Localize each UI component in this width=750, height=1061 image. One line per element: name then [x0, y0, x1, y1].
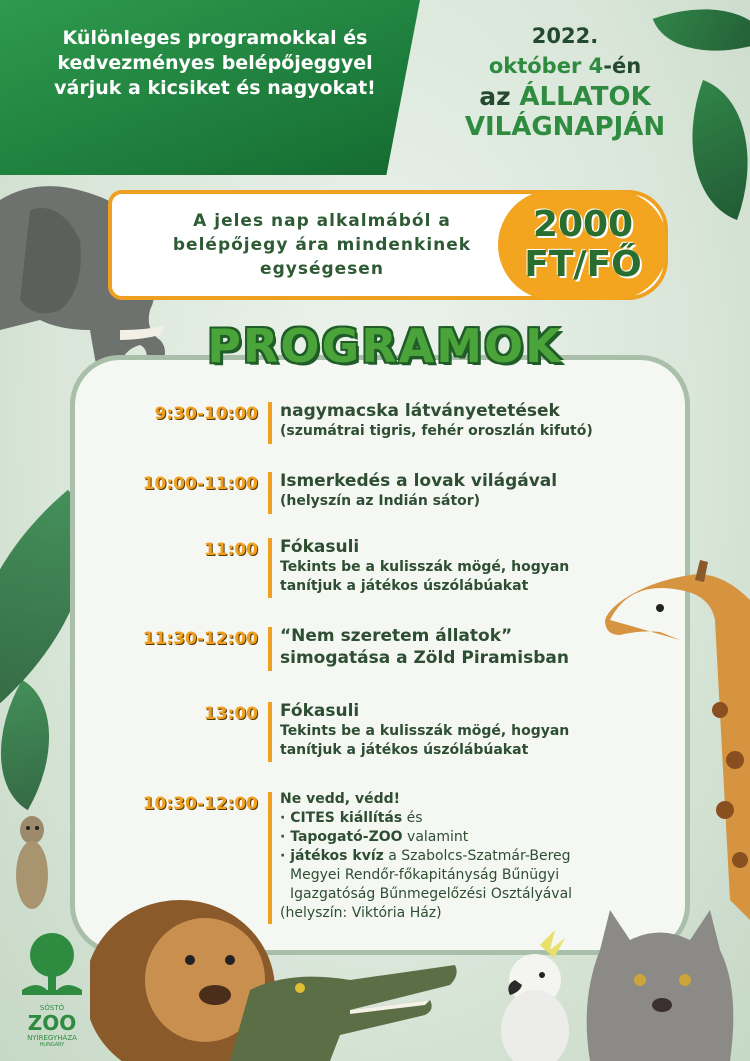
meerkat-illustration [10, 810, 55, 910]
program-row [90, 400, 650, 450]
date-day [430, 50, 700, 82]
event-title-line1: ÁLLATOK [519, 82, 651, 112]
bullet-bold: · CITES kiállítás [280, 810, 403, 826]
time-divider [268, 402, 272, 444]
bullet-rest: és [402, 810, 423, 826]
program-time: 11:30-12:00 [142, 629, 258, 649]
program-detail: Tekints be a kulisszák mögé, hogyan tanítjuk a játékos úszólábúakat [280, 723, 570, 758]
event-title-line2: VILÁGNAPJÁN [464, 112, 666, 142]
price-unit: FT/FŐ [524, 244, 642, 285]
program-time: 13:00 [203, 704, 258, 724]
bullet-rest: valamint [402, 829, 469, 845]
program-detail: Tekints be a kulisszák mögé, hogyan tanítjuk a játékos úszólábúakat [280, 559, 570, 594]
date-day-suffix: -én [603, 54, 642, 78]
program-location: (helyszín: Viktória Ház) [280, 905, 442, 921]
date-block [430, 22, 700, 142]
program-detail: Ne vedd, védd! [280, 791, 400, 807]
program-row [90, 536, 650, 602]
programs-title: PROGRAMOK [207, 319, 563, 373]
crocodile-illustration [230, 950, 460, 1061]
intro-text: Különleges programokkal és kedvezményes belépőjeggyel várjuk a kicsiket és nagyokat! [54, 27, 376, 99]
bullet-bold: · Tapogató-ZOO [280, 829, 403, 845]
program-name: Ismerkedés a lovak világával [280, 471, 558, 491]
program-time: 9:30-10:00 [154, 404, 258, 424]
price-box [108, 190, 668, 300]
program-row [90, 700, 650, 766]
program-name: Fókasuli [280, 701, 360, 721]
logo-country: HUNGARY [39, 1042, 65, 1048]
logo-name: ZOO [27, 1011, 77, 1035]
program-detail: (szumátrai tigris, fehér oroszlán kifutó) [280, 423, 593, 439]
event-title-prefix: az [479, 82, 511, 111]
program-detail: (helyszín az Indián sátor) [280, 493, 481, 509]
price-amount: 2000 [532, 204, 634, 245]
date-day-month: október 4 [488, 54, 604, 78]
program-detail: Igazgatóság Bűnmegelőzési Osztályával [290, 886, 573, 902]
program-name: Fókasuli [280, 537, 360, 557]
program-row [90, 470, 650, 520]
date-year: 2022. [531, 24, 599, 48]
giraffe-illustration [600, 560, 750, 920]
zoo-logo [12, 930, 92, 1055]
lynx-illustration [580, 910, 750, 1061]
cockatoo-illustration [490, 930, 585, 1061]
time-divider [268, 702, 272, 762]
program-row [90, 625, 650, 675]
time-divider [268, 627, 272, 671]
price-description: A jeles nap alkalmából a belépőjegy ára mindenkinek egységesen [172, 211, 472, 279]
price-badge [498, 190, 668, 300]
price-value [498, 205, 668, 285]
program-time: 10:00-11:00 [142, 474, 258, 494]
logo-city: NYÍREGYHÁZA [27, 1034, 77, 1042]
event-title [430, 82, 700, 142]
program-name: nagymacska látványetetések [280, 401, 560, 421]
time-divider [268, 472, 272, 514]
tree-icon [17, 930, 87, 1000]
program-time: 11:00 [203, 540, 258, 560]
program-time: 10:30-12:00 [142, 794, 258, 814]
program-description [280, 470, 660, 511]
program-description [280, 400, 660, 441]
bullet-rest: a Szabolcs-Szatmár-Bereg [383, 848, 571, 864]
bullet-bold: · játékos kvíz [280, 848, 384, 864]
logo-small-text: SÓSTÓ [39, 1004, 65, 1012]
time-divider [268, 538, 272, 598]
program-name: “Nem szeretem állatok” simogatása a Zöld Piramisban [280, 626, 569, 668]
program-detail: Megyei Rendőr-főkapitányság Bűnügyi [290, 867, 560, 883]
